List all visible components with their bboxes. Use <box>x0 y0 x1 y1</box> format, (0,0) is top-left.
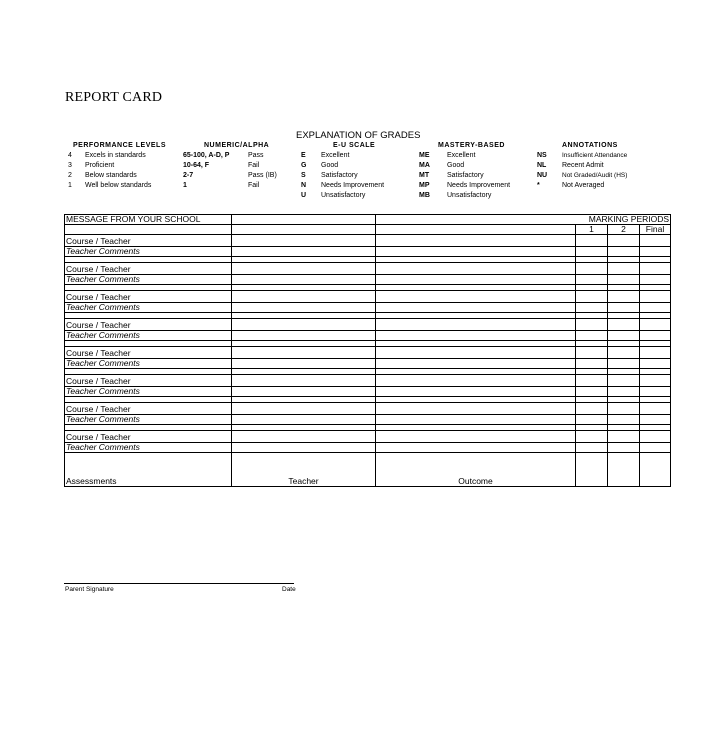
grade-cell[interactable] <box>608 319 640 331</box>
mastery-code: MB <box>419 192 430 199</box>
comment-row <box>65 247 671 257</box>
numeric-range: 2-7 <box>183 172 194 179</box>
comment-cell[interactable] <box>640 303 671 313</box>
assessments-row <box>65 453 671 487</box>
period-final-header: Final <box>640 225 671 235</box>
grade-cell[interactable] <box>640 347 671 359</box>
grade-cell[interactable] <box>640 291 671 303</box>
grade-cell[interactable] <box>576 347 608 359</box>
eu-code: S <box>301 172 306 179</box>
comment-cell[interactable] <box>232 303 376 313</box>
comment-row <box>65 331 671 341</box>
comment-cell[interactable] <box>232 443 376 453</box>
teacher-comments-label: Teacher Comments <box>65 303 232 313</box>
outcome-cell[interactable] <box>376 347 576 359</box>
comment-cell[interactable] <box>608 387 640 397</box>
grade-cell[interactable] <box>640 319 671 331</box>
comment-row <box>65 359 671 369</box>
course-row <box>65 375 671 387</box>
comment-cell[interactable] <box>576 331 608 341</box>
comment-cell[interactable] <box>376 247 576 257</box>
grade-cell[interactable] <box>608 263 640 275</box>
comment-cell[interactable] <box>640 247 671 257</box>
course-teacher-label: Course / Teacher <box>65 375 232 387</box>
comment-row <box>65 415 671 425</box>
grade-cell[interactable] <box>608 403 640 415</box>
eu-label: Unsatisfactory <box>321 192 366 199</box>
performance-level: 2 <box>68 172 72 179</box>
date-label: Date <box>282 586 296 593</box>
comment-cell[interactable] <box>640 387 671 397</box>
eu-label: Needs Improvement <box>321 182 385 189</box>
grade-cell[interactable] <box>608 291 640 303</box>
course-teacher-label: Course / Teacher <box>65 319 232 331</box>
teacher-cell[interactable] <box>232 263 376 275</box>
comment-cell[interactable] <box>608 415 640 425</box>
mastery-code: MA <box>419 162 430 169</box>
teacher-cell[interactable] <box>232 403 376 415</box>
comment-cell[interactable] <box>376 331 576 341</box>
explanation-title: EXPLANATION OF GRADES <box>296 130 421 141</box>
blank-cell[interactable] <box>232 225 376 235</box>
comment-cell[interactable] <box>376 359 576 369</box>
header-annotations: ANNOTATIONS <box>562 142 618 149</box>
comment-cell[interactable] <box>608 303 640 313</box>
grade-cell[interactable] <box>608 235 640 247</box>
course-row <box>65 319 671 331</box>
course-row <box>65 403 671 415</box>
outcome-cell[interactable] <box>376 319 576 331</box>
comment-cell[interactable] <box>576 303 608 313</box>
course-teacher-label: Course / Teacher <box>65 403 232 415</box>
course-teacher-label: Course / Teacher <box>65 347 232 359</box>
mastery-label: Good <box>447 162 465 169</box>
numeric-result: Pass <box>248 152 264 159</box>
assessments-label: Assessments <box>65 453 232 487</box>
outcome-cell[interactable] <box>376 291 576 303</box>
performance-level: 1 <box>68 182 72 189</box>
performance-label: Below standards <box>85 172 137 179</box>
comment-cell[interactable] <box>640 359 671 369</box>
course-row <box>65 347 671 359</box>
eu-label: Good <box>321 162 339 169</box>
annotation-code: NL <box>537 162 547 169</box>
outcome-cell[interactable] <box>376 235 576 247</box>
course-row <box>65 263 671 275</box>
blank-cell[interactable] <box>65 225 232 235</box>
comment-row <box>65 275 671 285</box>
outcome-cell[interactable] <box>376 403 576 415</box>
mastery-code: MP <box>419 182 430 189</box>
numeric-result: Fail <box>248 162 260 169</box>
grade-cell[interactable] <box>576 263 608 275</box>
comment-cell[interactable] <box>376 415 576 425</box>
parent-signature-label: Parent Signature <box>65 586 114 593</box>
grid-header-row <box>65 215 671 225</box>
grade-cell[interactable] <box>576 431 608 443</box>
assessment-outcome-label: Outcome <box>376 453 576 487</box>
eu-code: G <box>301 162 307 169</box>
grade-cell[interactable] <box>608 347 640 359</box>
mastery-label: Excellent <box>447 152 476 159</box>
assessment-teacher-label: Teacher <box>232 453 376 487</box>
comment-cell[interactable] <box>576 359 608 369</box>
annotation-label: Recent Admit <box>562 162 604 169</box>
teacher-comments-label: Teacher Comments <box>65 415 232 425</box>
grade-cell[interactable] <box>576 403 608 415</box>
assessment-grade-cell[interactable] <box>576 453 608 487</box>
teacher-comments-label: Teacher Comments <box>65 275 232 285</box>
course-row <box>65 291 671 303</box>
header-performance-levels: PERFORMANCE LEVELS <box>73 142 167 149</box>
course-teacher-label: Course / Teacher <box>65 431 232 443</box>
header-eu-scale: E-U SCALE <box>333 142 376 149</box>
annotation-label: Not Averaged <box>562 182 605 189</box>
comment-cell[interactable] <box>376 275 576 285</box>
comment-cell[interactable] <box>608 275 640 285</box>
comment-cell[interactable] <box>232 359 376 369</box>
mastery-code: ME <box>419 152 430 159</box>
comment-cell[interactable] <box>232 331 376 341</box>
grade-cell[interactable] <box>640 263 671 275</box>
eu-label: Satisfactory <box>321 172 358 179</box>
comment-cell[interactable] <box>232 247 376 257</box>
comment-row <box>65 443 671 453</box>
header-mastery-based: MASTERY-BASED <box>438 142 505 149</box>
comment-cell[interactable] <box>640 331 671 341</box>
mastery-label: Unsatisfactory <box>447 192 492 199</box>
comment-cell[interactable] <box>376 387 576 397</box>
performance-level: 4 <box>68 152 72 159</box>
grade-cell[interactable] <box>608 375 640 387</box>
comment-cell[interactable] <box>576 275 608 285</box>
grade-cell[interactable] <box>608 431 640 443</box>
comment-cell[interactable] <box>576 415 608 425</box>
page-title: REPORT CARD <box>65 90 163 105</box>
teacher-cell[interactable] <box>232 235 376 247</box>
course-row <box>65 235 671 247</box>
grade-cell[interactable] <box>576 319 608 331</box>
message-header: MESSAGE FROM YOUR SCHOOL <box>65 215 232 225</box>
teacher-cell[interactable] <box>232 375 376 387</box>
blank-cell[interactable] <box>232 215 376 225</box>
blank-cell[interactable] <box>376 225 576 235</box>
comment-cell[interactable] <box>640 443 671 453</box>
course-teacher-label: Course / Teacher <box>65 263 232 275</box>
numeric-result: Pass (IB) <box>248 172 277 179</box>
course-teacher-label: Course / Teacher <box>65 291 232 303</box>
numeric-range: 65-100, A-D, P <box>183 152 230 159</box>
course-teacher-label: Course / Teacher <box>65 235 232 247</box>
comment-cell[interactable] <box>640 415 671 425</box>
signature-line[interactable] <box>64 583 294 584</box>
teacher-cell[interactable] <box>232 431 376 443</box>
teacher-cell[interactable] <box>232 319 376 331</box>
performance-label: Excels in standards <box>85 152 146 159</box>
eu-code: E <box>301 152 306 159</box>
comment-cell[interactable] <box>232 275 376 285</box>
comment-row <box>65 387 671 397</box>
annotation-label: Not Graded/Audit (HS) <box>562 172 628 179</box>
mastery-label: Needs Improvement <box>447 182 511 189</box>
annotation-code: NS <box>537 152 547 159</box>
grid-period-row <box>65 225 671 235</box>
eu-label: Excellent <box>321 152 350 159</box>
outcome-cell[interactable] <box>376 375 576 387</box>
comment-cell[interactable] <box>608 359 640 369</box>
outcome-cell[interactable] <box>376 263 576 275</box>
performance-label: Proficient <box>85 162 115 169</box>
teacher-comments-label: Teacher Comments <box>65 359 232 369</box>
performance-label: Well below standards <box>85 182 152 189</box>
assessment-grade-cell[interactable] <box>608 453 640 487</box>
eu-code: U <box>301 192 307 199</box>
grade-cell[interactable] <box>640 403 671 415</box>
comment-cell[interactable] <box>232 415 376 425</box>
comment-cell[interactable] <box>576 247 608 257</box>
teacher-cell[interactable] <box>232 291 376 303</box>
comment-cell[interactable] <box>608 331 640 341</box>
teacher-comments-label: Teacher Comments <box>65 331 232 341</box>
comment-cell[interactable] <box>608 247 640 257</box>
comment-cell[interactable] <box>608 443 640 453</box>
grade-cell[interactable] <box>640 375 671 387</box>
comment-cell[interactable] <box>576 443 608 453</box>
numeric-result: Fail <box>248 182 260 189</box>
comment-cell[interactable] <box>640 275 671 285</box>
comment-row <box>65 303 671 313</box>
numeric-range: 10-64, F <box>183 162 210 169</box>
teacher-comments-label: Teacher Comments <box>65 247 232 257</box>
assessment-grade-cell[interactable] <box>640 453 671 487</box>
comment-cell[interactable] <box>376 443 576 453</box>
outcome-cell[interactable] <box>376 431 576 443</box>
eu-code: N <box>301 182 307 189</box>
grade-cell[interactable] <box>640 235 671 247</box>
annotation-code: * <box>537 182 540 189</box>
comment-cell[interactable] <box>232 387 376 397</box>
mastery-label: Satisfactory <box>447 172 484 179</box>
teacher-comments-label: Teacher Comments <box>65 443 232 453</box>
period-1-header: 1 <box>576 225 608 235</box>
grade-cell[interactable] <box>576 235 608 247</box>
annotation-code: NU <box>537 172 548 179</box>
grade-cell[interactable] <box>640 431 671 443</box>
annotation-label: Insufficient Attendance <box>562 152 628 159</box>
comment-cell[interactable] <box>376 303 576 313</box>
grade-cell[interactable] <box>576 375 608 387</box>
comment-cell[interactable] <box>576 387 608 397</box>
performance-level: 3 <box>68 162 72 169</box>
header-numeric-alpha: NUMERIC/ALPHA <box>204 142 270 149</box>
teacher-comments-label: Teacher Comments <box>65 387 232 397</box>
teacher-cell[interactable] <box>232 347 376 359</box>
marking-periods-header: MARKING PERIODS <box>376 215 671 225</box>
mastery-code: MT <box>419 172 430 179</box>
numeric-range: 1 <box>183 182 187 189</box>
grade-cell[interactable] <box>576 291 608 303</box>
report-grid <box>64 214 671 487</box>
period-2-header: 2 <box>608 225 640 235</box>
course-row <box>65 431 671 443</box>
